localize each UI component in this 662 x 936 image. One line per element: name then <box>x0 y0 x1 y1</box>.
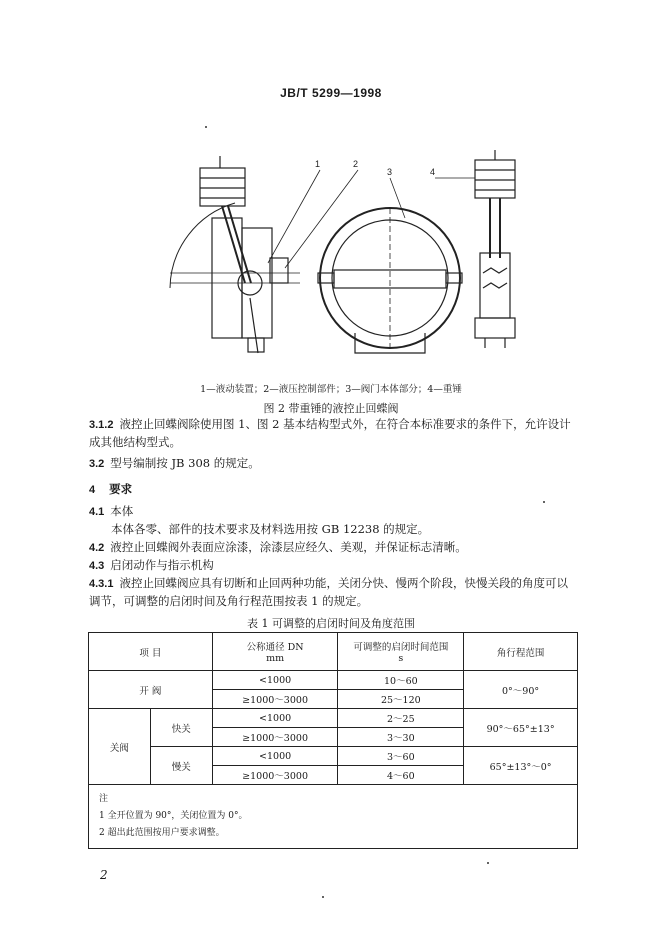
header-angle: 角行程范围 <box>464 633 578 671</box>
cell-time: 3～30 <box>338 728 464 747</box>
header-item: 项 目 <box>89 633 213 671</box>
row-label-open: 开 阀 <box>89 671 213 709</box>
cell-time: 3～60 <box>338 747 464 766</box>
section-number: 4.1 <box>89 506 105 518</box>
header-time-unit: s <box>398 653 404 664</box>
section-number: 3.2 <box>89 458 105 470</box>
para-text: 液控止回蝶阀外表面应涂漆，涂漆层应经久、美观，并保证标志清晰。 <box>110 540 467 554</box>
callout-4: 4 <box>430 167 436 177</box>
scan-speck <box>487 862 489 864</box>
cell-time: 2～25 <box>338 709 464 728</box>
header-dn-label: 公称通径 DN <box>246 642 304 653</box>
note-1: 1 全开位置为 90°，关闭位置为 0°。 <box>99 811 248 821</box>
table-row <box>89 747 578 766</box>
cell-dn: ≥1000～3000 <box>212 690 338 709</box>
note-title: 注 <box>99 794 109 804</box>
table-row <box>89 671 578 690</box>
cell-angle: 65°±13°～0° <box>464 747 578 785</box>
timing-range-table <box>88 632 578 849</box>
section-title: 要求 <box>109 482 133 496</box>
section-title: 本体 <box>110 504 134 518</box>
para-4-1-body: 本体各零、部件的技术要求及材料选用按 GB 12238 的规定。 <box>111 522 430 536</box>
left-counterweight <box>200 168 245 206</box>
row-label-slow: 慢关 <box>150 747 212 785</box>
section-number: 4.3 <box>89 560 105 572</box>
para-text: 型号编制按 JB 308 的规定。 <box>110 456 260 470</box>
heading-4 <box>89 481 579 499</box>
callout-2: 2 <box>353 159 359 169</box>
para-4-3-1 <box>89 575 579 610</box>
cell-dn: ≥1000～3000 <box>212 766 338 785</box>
section-number: 4 <box>89 484 96 496</box>
heading-4-3 <box>89 557 579 575</box>
para-3-1-2 <box>89 416 579 451</box>
cell-dn: <1000 <box>212 671 338 690</box>
page-number: 2 <box>100 868 108 882</box>
cell-angle: 0°～90° <box>464 671 578 709</box>
scan-speck <box>322 896 324 898</box>
table-caption: 表 1 可调整的启闭时间及角度范围 <box>247 617 415 630</box>
header-time-label: 可调整的启闭时间范围 <box>353 642 449 653</box>
row-label-close: 关阀 <box>89 709 151 785</box>
heading-4-1 <box>89 503 579 521</box>
section-title: 启闭动作与指示机构 <box>110 558 214 572</box>
row-label-fast: 快关 <box>150 709 212 747</box>
cell-angle: 90°～65°±13° <box>464 709 578 747</box>
cell-dn: ≥1000～3000 <box>212 728 338 747</box>
table-notes-row <box>89 785 578 849</box>
para-3-2 <box>89 455 579 473</box>
scan-speck <box>205 126 207 128</box>
cell-time: 10～60 <box>338 671 464 690</box>
butterfly-valve-figure <box>150 148 530 373</box>
para-text: 液控止回蝶阀除使用图 1、图 2 基本结构型式外，在符合本标准要求的条件下，允许设计成其他结构型式。 <box>89 417 571 449</box>
section-number: 4.2 <box>89 542 105 554</box>
valve-drawing <box>150 148 530 373</box>
standard-number-header: JB/T 5299—1998 <box>280 86 382 100</box>
note-2: 2 超出此范围按用户要求调整。 <box>99 828 225 838</box>
right-counterweight <box>475 160 515 198</box>
figure-caption: 图 2 带重锤的液控止回蝶阀 <box>263 402 399 415</box>
cell-time: 25～120 <box>338 690 464 709</box>
para-text: 液控止回蝶阀应具有切断和止回两种功能，关闭分快、慢两个阶段，快慢关段的角度可以调节，可调整的启闭时间及角行程范围按表 1 的规定。 <box>89 576 568 608</box>
cell-dn: <1000 <box>212 747 338 766</box>
table-header-row <box>89 633 578 671</box>
table-row <box>89 709 578 728</box>
para-4-2 <box>89 539 579 557</box>
table-notes <box>89 785 578 849</box>
scan-speck <box>543 501 545 503</box>
cell-time: 4～60 <box>338 766 464 785</box>
header-dn-unit: mm <box>266 653 285 664</box>
callout-1: 1 <box>315 159 321 169</box>
header-dn <box>212 633 338 671</box>
section-number: 4.3.1 <box>89 578 114 590</box>
section-number: 3.1.2 <box>89 419 114 431</box>
cell-dn: <1000 <box>212 709 338 728</box>
header-time <box>338 633 464 671</box>
callout-3: 3 <box>387 167 393 177</box>
figure-legend: 1—液动装置；2—液压控制部件；3—阀门本体部分；4—重锤 <box>200 384 462 395</box>
